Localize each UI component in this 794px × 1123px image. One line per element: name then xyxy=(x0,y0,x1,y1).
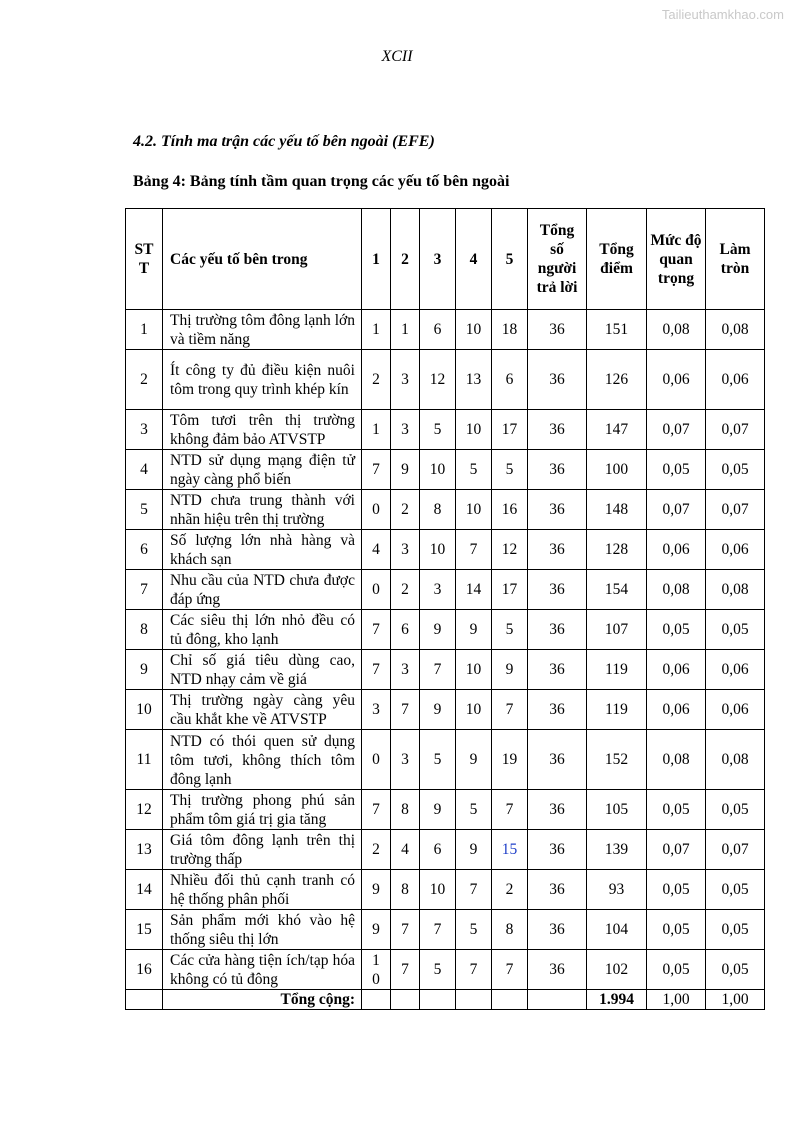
cell-score-3: 5 xyxy=(420,410,456,450)
cell-rounded: 0,05 xyxy=(706,870,765,910)
cell-score-1: 2 xyxy=(362,350,391,410)
cell-score-2: 9 xyxy=(391,450,420,490)
cell-total-score: 105 xyxy=(587,790,647,830)
cell-factor: Chỉ số giá tiêu dùng cao, NTD nhạy cảm về giá xyxy=(163,650,362,690)
cell-score-2: 3 xyxy=(391,410,420,450)
cell-factor: Tôm tươi trên thị trường không đảm bảo ATVSTP xyxy=(163,410,362,450)
cell-stt: 14 xyxy=(126,870,163,910)
page-number: XCII xyxy=(381,48,413,65)
cell-rounded: 0,06 xyxy=(706,530,765,570)
cell-score-5: 7 xyxy=(492,690,528,730)
cell-total-score: 107 xyxy=(587,610,647,650)
total-row-score: 1.994 xyxy=(587,990,647,1010)
cell-total-score: 119 xyxy=(587,690,647,730)
cell-respondents: 36 xyxy=(528,310,587,350)
header-score-2: 2 xyxy=(391,209,420,310)
cell-importance: 0,05 xyxy=(647,610,706,650)
cell-score-5: 8 xyxy=(492,910,528,950)
cell-score-1: 0 xyxy=(362,490,391,530)
cell-importance: 0,05 xyxy=(647,790,706,830)
cell-score-4: 9 xyxy=(456,830,492,870)
cell-respondents: 36 xyxy=(528,910,587,950)
cell-rounded: 0,05 xyxy=(706,610,765,650)
header-score-3: 3 xyxy=(420,209,456,310)
table-row xyxy=(126,730,765,790)
cell-score-1: 1 0 xyxy=(362,950,391,990)
cell-importance: 0,06 xyxy=(647,530,706,570)
total-row-blank xyxy=(456,990,492,1010)
cell-score-1: 7 xyxy=(362,650,391,690)
cell-rounded: 0,05 xyxy=(706,790,765,830)
cell-score-5: 2 xyxy=(492,870,528,910)
cell-importance: 0,05 xyxy=(647,950,706,990)
cell-rounded: 0,07 xyxy=(706,410,765,450)
cell-score-2: 4 xyxy=(391,830,420,870)
cell-factor: Các siêu thị lớn nhỏ đều có tủ đông, kho lạnh xyxy=(163,610,362,650)
cell-stt: 7 xyxy=(126,570,163,610)
cell-score-2: 8 xyxy=(391,790,420,830)
table-row xyxy=(126,570,765,610)
cell-respondents: 36 xyxy=(528,450,587,490)
cell-factor: NTD có thói quen sử dụng tôm tươi, không thích tôm đông lạnh xyxy=(163,730,362,790)
cell-respondents: 36 xyxy=(528,610,587,650)
cell-score-5: 6 xyxy=(492,350,528,410)
cell-stt: 5 xyxy=(126,490,163,530)
table-caption: Bảng 4: Bảng tính tầm quan trọng các yếu tố bên ngoài xyxy=(133,173,510,190)
cell-score-4: 9 xyxy=(456,610,492,650)
cell-score-2: 2 xyxy=(391,490,420,530)
cell-score-1: 0 xyxy=(362,570,391,610)
table-total-row xyxy=(126,990,765,1010)
cell-score-4: 10 xyxy=(456,410,492,450)
cell-factor: Thị trường phong phú sản phẩm tôm giá trị gia tăng xyxy=(163,790,362,830)
cell-stt: 16 xyxy=(126,950,163,990)
cell-score-1: 9 xyxy=(362,870,391,910)
total-row-blank xyxy=(528,990,587,1010)
cell-score-2: 7 xyxy=(391,690,420,730)
header-factor: Các yếu tố bên trong xyxy=(163,209,362,310)
total-row-blank xyxy=(362,990,391,1010)
cell-score-2: 1 xyxy=(391,310,420,350)
cell-factor: NTD chưa trung thành với nhãn hiệu trên thị trường xyxy=(163,490,362,530)
cell-score-5: 19 xyxy=(492,730,528,790)
table-row xyxy=(126,410,765,450)
cell-rounded: 0,06 xyxy=(706,650,765,690)
cell-factor: Giá tôm đông lạnh trên thị trường thấp xyxy=(163,830,362,870)
cell-factor: Sản phẩm mới khó vào hệ thống siêu thị lớn xyxy=(163,910,362,950)
cell-respondents: 36 xyxy=(528,730,587,790)
table-row xyxy=(126,490,765,530)
efe-table xyxy=(125,208,765,1010)
cell-stt: 15 xyxy=(126,910,163,950)
header-stt: ST T xyxy=(126,209,163,310)
cell-score-2: 8 xyxy=(391,870,420,910)
cell-factor: Thị trường tôm đông lạnh lớn và tiềm năng xyxy=(163,310,362,350)
cell-importance: 0,08 xyxy=(647,310,706,350)
cell-score-2: 7 xyxy=(391,950,420,990)
cell-respondents: 36 xyxy=(528,950,587,990)
table-row xyxy=(126,830,765,870)
cell-importance: 0,05 xyxy=(647,870,706,910)
cell-total-score: 102 xyxy=(587,950,647,990)
cell-score-5: 18 xyxy=(492,310,528,350)
cell-score-5: 17 xyxy=(492,570,528,610)
header-score-1: 1 xyxy=(362,209,391,310)
cell-score-5: 16 xyxy=(492,490,528,530)
cell-score-4: 14 xyxy=(456,570,492,610)
header-score-5: 5 xyxy=(492,209,528,310)
cell-score-2: 3 xyxy=(391,730,420,790)
cell-total-score: 151 xyxy=(587,310,647,350)
table-row xyxy=(126,950,765,990)
cell-score-3: 7 xyxy=(420,910,456,950)
cell-rounded: 0,08 xyxy=(706,730,765,790)
total-row-blank xyxy=(391,990,420,1010)
cell-respondents: 36 xyxy=(528,410,587,450)
cell-respondents: 36 xyxy=(528,570,587,610)
cell-score-4: 10 xyxy=(456,690,492,730)
cell-factor: Ít công ty đủ điều kiện nuôi tôm trong quy trình khép kín xyxy=(163,350,362,410)
cell-factor: Số lượng lớn nhà hàng và khách sạn xyxy=(163,530,362,570)
cell-respondents: 36 xyxy=(528,350,587,410)
cell-score-2: 3 xyxy=(391,350,420,410)
cell-score-3: 6 xyxy=(420,310,456,350)
table-row xyxy=(126,530,765,570)
table-row xyxy=(126,870,765,910)
cell-score-3: 9 xyxy=(420,610,456,650)
table-row xyxy=(126,610,765,650)
cell-score-3: 10 xyxy=(420,530,456,570)
table-row xyxy=(126,310,765,350)
cell-total-score: 104 xyxy=(587,910,647,950)
cell-importance: 0,07 xyxy=(647,830,706,870)
cell-score-3: 5 xyxy=(420,730,456,790)
cell-factor: NTD sử dụng mạng điện tử ngày càng phổ biến xyxy=(163,450,362,490)
cell-score-3: 10 xyxy=(420,870,456,910)
cell-score-5: 5 xyxy=(492,450,528,490)
cell-rounded: 0,05 xyxy=(706,910,765,950)
cell-score-5: 9 xyxy=(492,650,528,690)
cell-score-3: 10 xyxy=(420,450,456,490)
cell-total-score: 152 xyxy=(587,730,647,790)
cell-score-4: 10 xyxy=(456,650,492,690)
cell-rounded: 0,06 xyxy=(706,350,765,410)
cell-respondents: 36 xyxy=(528,790,587,830)
cell-importance: 0,07 xyxy=(647,490,706,530)
header-importance: Mức độ quan trọng xyxy=(647,209,706,310)
section-heading: 4.2. Tính ma trận các yếu tố bên ngoài (EFE) xyxy=(133,133,435,150)
cell-score-3: 8 xyxy=(420,490,456,530)
cell-importance: 0,06 xyxy=(647,350,706,410)
cell-score-4: 7 xyxy=(456,530,492,570)
cell-total-score: 93 xyxy=(587,870,647,910)
cell-score-2: 3 xyxy=(391,530,420,570)
cell-respondents: 36 xyxy=(528,530,587,570)
cell-total-score: 154 xyxy=(587,570,647,610)
cell-score-1: 9 xyxy=(362,910,391,950)
table-row xyxy=(126,350,765,410)
table-row xyxy=(126,910,765,950)
cell-stt: 9 xyxy=(126,650,163,690)
cell-score-1: 3 xyxy=(362,690,391,730)
cell-rounded: 0,08 xyxy=(706,310,765,350)
cell-respondents: 36 xyxy=(528,490,587,530)
cell-rounded: 0,05 xyxy=(706,450,765,490)
total-row-blank xyxy=(420,990,456,1010)
cell-score-5: 5 xyxy=(492,610,528,650)
cell-stt: 6 xyxy=(126,530,163,570)
cell-score-4: 10 xyxy=(456,310,492,350)
total-row-blank xyxy=(492,990,528,1010)
cell-score-4: 7 xyxy=(456,950,492,990)
cell-importance: 0,05 xyxy=(647,450,706,490)
cell-score-2: 2 xyxy=(391,570,420,610)
header-rounded: Làm tròn xyxy=(706,209,765,310)
cell-score-5: 12 xyxy=(492,530,528,570)
cell-rounded: 0,05 xyxy=(706,950,765,990)
cell-score-1: 7 xyxy=(362,450,391,490)
cell-score-4: 13 xyxy=(456,350,492,410)
cell-score-1: 7 xyxy=(362,790,391,830)
cell-stt: 1 xyxy=(126,310,163,350)
cell-respondents: 36 xyxy=(528,870,587,910)
cell-score-3: 7 xyxy=(420,650,456,690)
cell-total-score: 126 xyxy=(587,350,647,410)
header-score-4: 4 xyxy=(456,209,492,310)
cell-importance: 0,06 xyxy=(647,690,706,730)
cell-score-5: 7 xyxy=(492,790,528,830)
cell-rounded: 0,08 xyxy=(706,570,765,610)
table-row xyxy=(126,690,765,730)
header-total-score: Tổng điểm xyxy=(587,209,647,310)
cell-importance: 0,06 xyxy=(647,650,706,690)
cell-rounded: 0,07 xyxy=(706,830,765,870)
cell-score-2: 6 xyxy=(391,610,420,650)
cell-score-2: 3 xyxy=(391,650,420,690)
cell-score-3: 12 xyxy=(420,350,456,410)
cell-factor: Các cửa hàng tiện ích/tạp hóa không có tủ đông xyxy=(163,950,362,990)
cell-score-4: 7 xyxy=(456,870,492,910)
cell-score-3: 9 xyxy=(420,690,456,730)
watermark: Tailieuthamkhao.com xyxy=(661,7,784,22)
cell-score-5: 7 xyxy=(492,950,528,990)
cell-stt: 3 xyxy=(126,410,163,450)
cell-respondents: 36 xyxy=(528,650,587,690)
cell-score-4: 5 xyxy=(456,790,492,830)
table-row xyxy=(126,650,765,690)
cell-score-1: 7 xyxy=(362,610,391,650)
cell-respondents: 36 xyxy=(528,830,587,870)
cell-score-4: 9 xyxy=(456,730,492,790)
cell-total-score: 128 xyxy=(587,530,647,570)
cell-rounded: 0,07 xyxy=(706,490,765,530)
cell-rounded: 0,06 xyxy=(706,690,765,730)
cell-score-5: 17 xyxy=(492,410,528,450)
total-row-blank xyxy=(126,990,163,1010)
cell-score-3: 6 xyxy=(420,830,456,870)
total-row-rounded: 1,00 xyxy=(706,990,765,1010)
cell-total-score: 147 xyxy=(587,410,647,450)
cell-stt: 12 xyxy=(126,790,163,830)
cell-score-1: 0 xyxy=(362,730,391,790)
cell-total-score: 100 xyxy=(587,450,647,490)
cell-factor: Thị trường ngày càng yêu cầu khắt khe về ATVSTP xyxy=(163,690,362,730)
cell-factor: Nhu cầu của NTD chưa được đáp ứng xyxy=(163,570,362,610)
cell-score-5: 15 xyxy=(492,830,528,870)
cell-score-2: 7 xyxy=(391,910,420,950)
table-row xyxy=(126,790,765,830)
cell-score-3: 9 xyxy=(420,790,456,830)
table-row xyxy=(126,450,765,490)
cell-score-4: 10 xyxy=(456,490,492,530)
cell-importance: 0,08 xyxy=(647,570,706,610)
cell-stt: 10 xyxy=(126,690,163,730)
total-row-label: Tổng cộng: xyxy=(163,990,362,1010)
cell-total-score: 139 xyxy=(587,830,647,870)
cell-total-score: 119 xyxy=(587,650,647,690)
cell-respondents: 36 xyxy=(528,690,587,730)
cell-total-score: 148 xyxy=(587,490,647,530)
cell-score-1: 1 xyxy=(362,410,391,450)
cell-score-3: 3 xyxy=(420,570,456,610)
cell-stt: 2 xyxy=(126,350,163,410)
cell-importance: 0,07 xyxy=(647,410,706,450)
cell-score-4: 5 xyxy=(456,910,492,950)
cell-importance: 0,08 xyxy=(647,730,706,790)
cell-score-4: 5 xyxy=(456,450,492,490)
cell-stt: 8 xyxy=(126,610,163,650)
cell-stt: 11 xyxy=(126,730,163,790)
cell-stt: 4 xyxy=(126,450,163,490)
cell-score-1: 4 xyxy=(362,530,391,570)
cell-factor: Nhiều đối thủ cạnh tranh có hệ thống phân phối xyxy=(163,870,362,910)
header-respondents: Tổng số người trả lời xyxy=(528,209,587,310)
total-row-importance: 1,00 xyxy=(647,990,706,1010)
cell-score-1: 1 xyxy=(362,310,391,350)
cell-stt: 13 xyxy=(126,830,163,870)
cell-score-3: 5 xyxy=(420,950,456,990)
cell-importance: 0,05 xyxy=(647,910,706,950)
table-header-row xyxy=(126,209,765,310)
cell-score-1: 2 xyxy=(362,830,391,870)
